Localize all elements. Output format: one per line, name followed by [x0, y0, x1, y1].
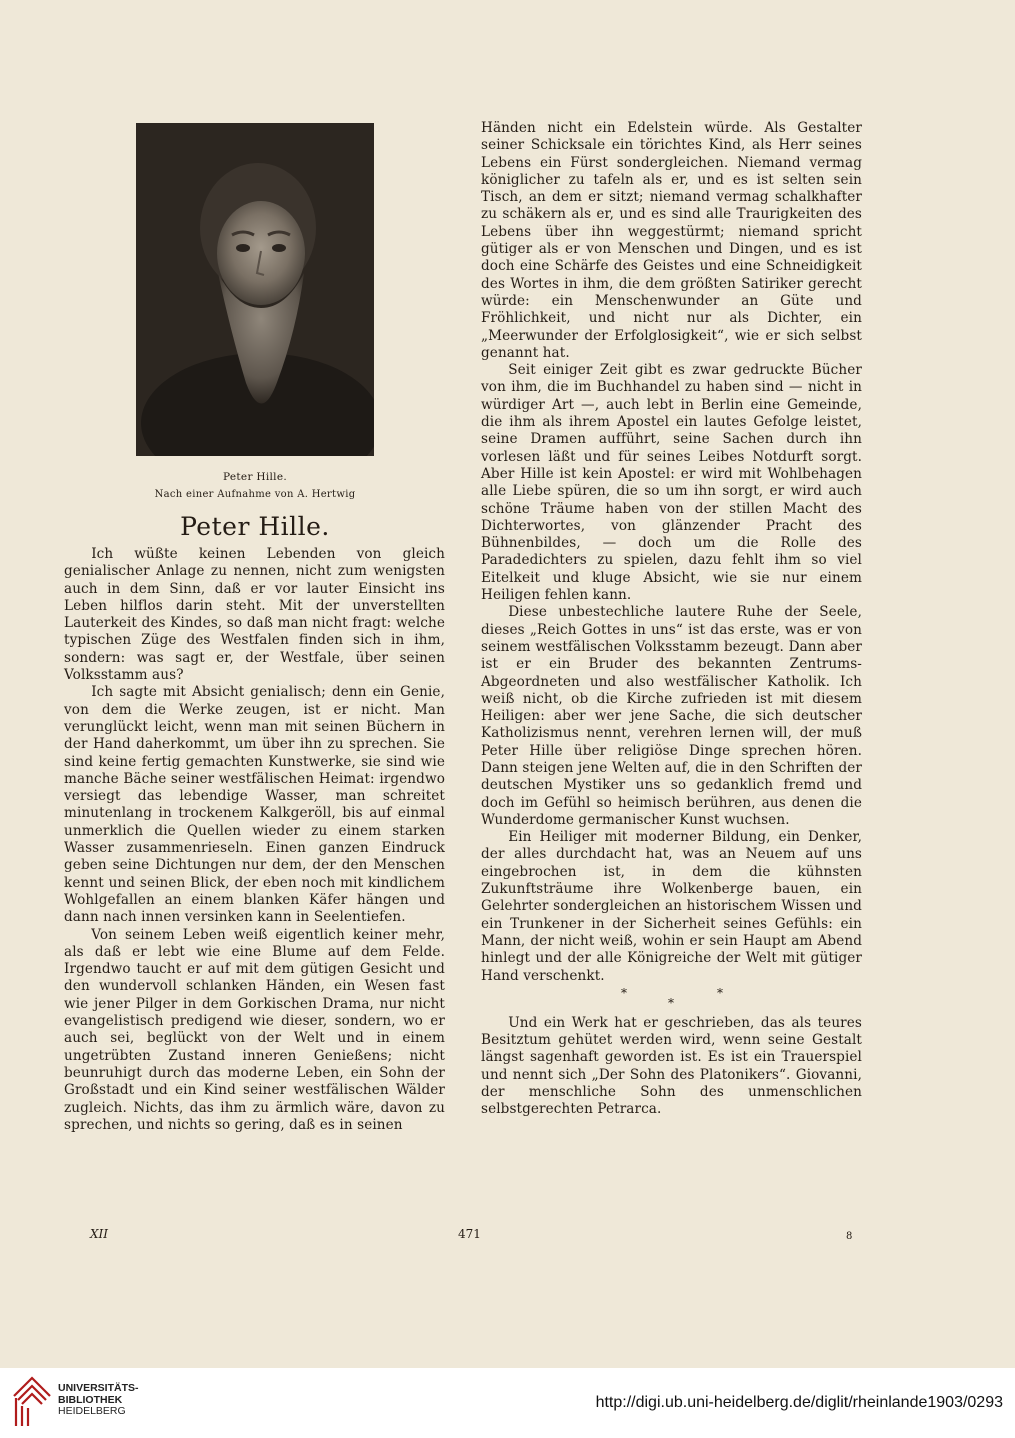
paragraph: Seit einiger Zeit gibt es zwar gedruckte Bücher von ihm, die im Buchhandel zu haben sind — nicht in würdiger Art —, auch lebt in Berlin eine Gemeinde, die ihm als ihrem Apostel ein lautes Gefolge leistet, seine Dramen aufführt, seine Sachen durch ihn vorlesen läßt und für seines Leibes Notdurft sorgt. Aber Hille ist kein Apostel: er wird mit Wohlbehagen alle Liebe spüren, die so um ihn sorgt, er wird auch schöne Träume haben von der stillen Macht des Dichterwortes, von glänzender Pracht des Bühnenbildes, — doch um die Rolle des Paradedichters zu spielen, dazu fehlt ihm so viel Eitelkeit und kluge Absicht, wie sie nur einem Heiligen fehlen kann. — [481, 362, 862, 604]
university-library-logo — [12, 1376, 52, 1428]
paragraph: Händen nicht ein Edelstein würde. Als Gestalter seiner Schicksale ein törichtes Kind, als Herr seines Lebens ein Fürst sondergleichen. Niemand vermag königlicher zu tafeln als er, und es ist selten sein Tisch, an dem er sitzt; niemand vermag schalkhafter zu schäkern als er, und es sind alle Traurigkeiten des Lebens über ihn weggestürmt; niemand spricht gütiger als er von Menschen und Dingen, und es ist doch eine Schärfe des Geistes und eine Schneidigkeit des Wortes in ihm, die dem größten Satiriker gerecht würde: ein Menschenwunder an Güte und Fröhlichkeit, und nicht nur als Dichter, ein „Meerwunder der Erfolglosigkeit“, wie er sich selbst genannt hat. — [481, 120, 862, 361]
paragraph: Diese unbestechliche lautere Ruhe der Seele, dieses „Reich Gottes in uns“ ist das erste, was er von seinem westfälischen Volksstamm bezeugt. Dann aber ist er ein Bruder des bekannten Zentrums-Abgeordneten und also westfälischer Katholik. Ich weiß nicht, ob die Kirche zufrieden ist mit diesem Heiligen: aber wer jene Sache, die sich deutscher Katholizismus nennt, verehren lernen will, der muß Peter Hille über religiöse Dinge sprechen hören. Dann steigen jene Welten auf, die in den Schriften der deutschen Mystiker uns so gedanklich fremd und doch im Gefühl so heimisch berühren, aus denen die Wunderdome germanischer Kunst wuchsen. — [481, 604, 862, 828]
page-number: 471 — [458, 1227, 481, 1241]
library-name-line: UNIVERSITÄTS- — [58, 1382, 139, 1394]
source-url-link[interactable]: http://digi.ub.uni-heidelberg.de/diglit/rheinlande1903/0293 — [595, 1394, 1003, 1411]
signature-mark: XII — [90, 1227, 109, 1241]
library-name-line: BIBLIOTHEK — [58, 1393, 123, 1406]
separator-star: * — [621, 985, 628, 1000]
right-column — [481, 120, 862, 1119]
article-title: Peter Hille. — [180, 512, 330, 541]
photo-caption-credit: Nach einer Aufnahme von A. Hertwig — [154, 489, 356, 500]
section-separator — [481, 985, 862, 1015]
sheet-number: 8 — [846, 1231, 853, 1242]
paragraph: Ich wüßte keinen Lebenden von gleich genialischer Anlage zu nennen, nicht zum wenigsten auch in dem Sinn, daß er vor lauter Einsicht ins Leben hilflos darin steht. Mit der unverstellten Lauterkeit des Kindes, so daß man nicht fragt: welche typischen Züge des Westfalen finden sich in ihm, sondern: was sagt er, der Westfale, über seinen Volksstamm aus? — [64, 546, 445, 684]
photo-caption-name: Peter Hille. — [223, 471, 287, 483]
paragraph: Von seinem Leben weiß eigentlich keiner mehr, als daß er lebt wie eine Blume auf dem Felde. Irgendwo taucht er auf mit dem gütigen Gesicht und den wundervoll schlanken Händen, ein Wesen fast wie jener Pilger in dem Gorkischen Drama, nur nicht evangelistisch predigend wie dieser, sondern, wo er auch sei, beglückt von der Welt und in einem ungetrübten Zustand inneren Genießens; nicht beunruhigt durch das moderne Leben, ein Sohn der Großstadt und ein Kind seiner westfälischen Wälder zugleich. Nichts, das ihm zu ärmlich wäre, davon zu sprechen, und nichts so gering, daß es in seinen — [64, 926, 445, 1133]
library-name — [58, 1383, 139, 1418]
library-name-line: HEIDELBERG — [58, 1405, 126, 1417]
left-column — [64, 546, 445, 1134]
paragraph: Ich sagte mit Absicht genialisch; denn ein Genie, von dem die Werke zeugen, ist er nicht. Man verunglückt leicht, wenn man mit seinen Büchern in der Hand daherkommt, um über ihn zu sprechen. Sie sind keine fertig gemachten Kunstwerke, sie sind wie manche Bäche seiner westfälischen Heimat: irgendwo versiegt das lebendige Wasser, man schreitet minutenlang in trockenem Kalkgeröll, bis auf einmal unmerklich die Quellen wieder zu einem starken Wasser zusammenrieseln. Einen ganzen Eindruck geben seine Dichtungen nur dem, der den Menschen kennt und seinen Blick, der eben noch mit kindlichem Wohlgefallen an einem blanken Käfer hängen und dann nach innen versinken kann in Seelentiefen. — [64, 684, 445, 926]
separator-star: * — [668, 995, 675, 1010]
paragraph: Ein Heiliger mit moderner Bildung, ein Denker, der alles durchdacht hat, was an Neuem auf uns eingebrochen ist, in dem die kühnsten Zukunftsträume ihre Wolkenberge bauen, ein Gelehrter sondergleichen an historischem Wissen und ein Trunkener in der Sicherheit seines Gefühls: ein Mann, der nicht weiß, wohin er sein Haupt am Abend hinlegt und der alle Königreiche der Welt mit gütiger Hand verschenkt. — [481, 829, 862, 984]
paragraph: Und ein Werk hat er geschrieben, das als teures Besitztum gehütet werden wird, wenn seine Gestalt längst sagenhaft geworden ist. Es ist ein Trauerspiel und nennt sich „Der Sohn des Platonikers“. Giovanni, der menschliche Sohn des unmenschlichen selbstgerechten Petrarca. — [481, 1014, 862, 1118]
portrait-photo — [136, 123, 374, 456]
separator-star: * — [717, 985, 724, 1000]
